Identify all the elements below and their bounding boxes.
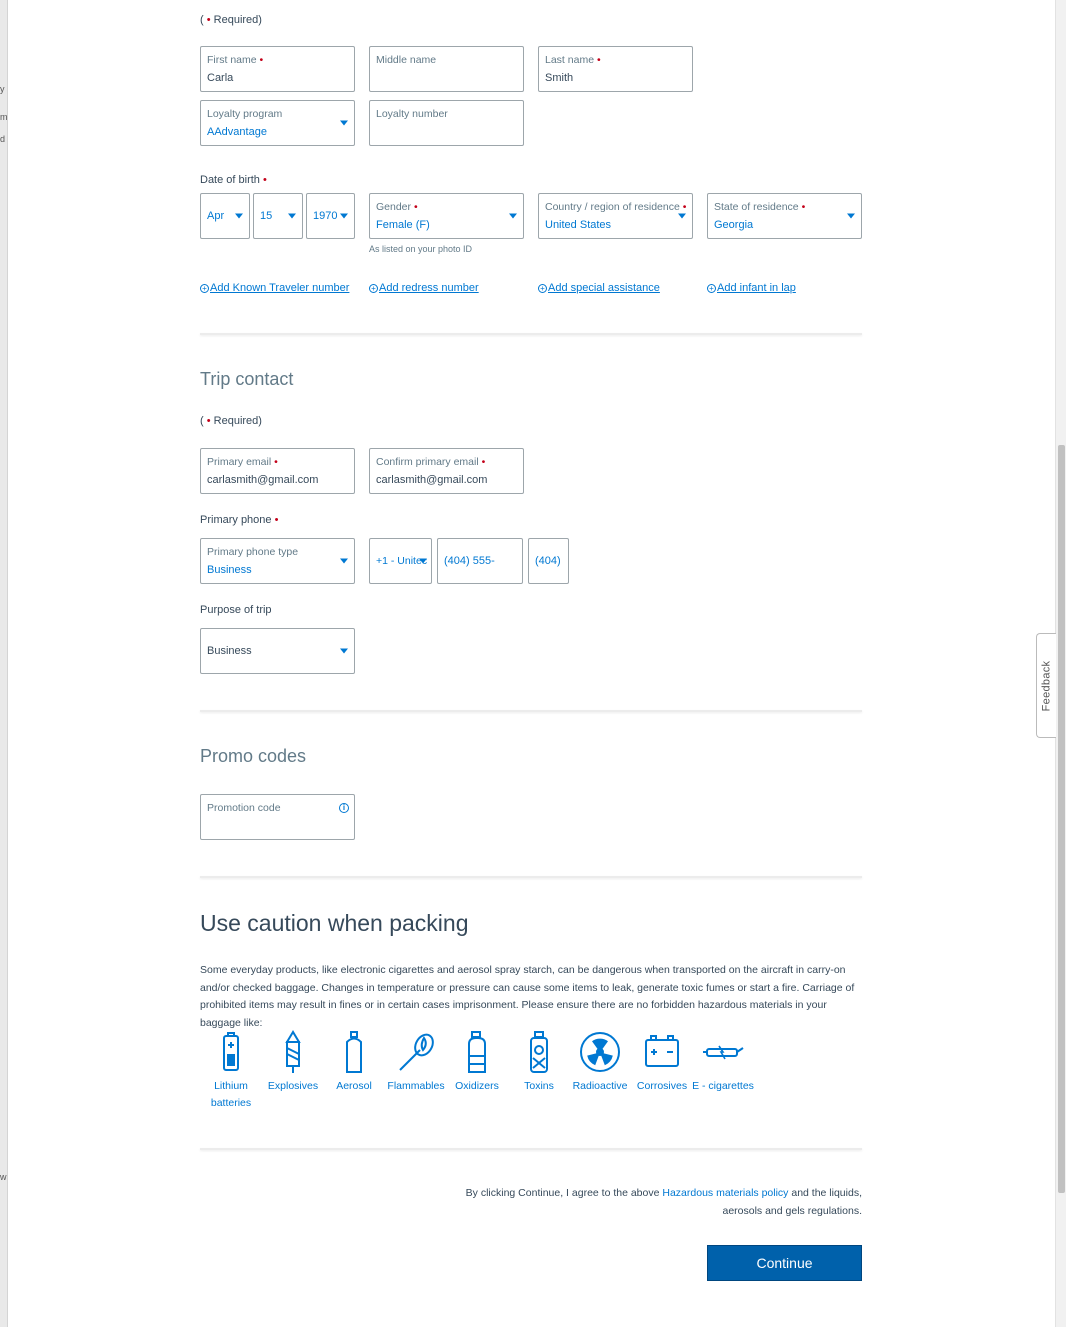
add-infant-link[interactable]: + Add infant in lap [707,282,796,294]
hazard-aerosol: Aerosol [323,1030,385,1095]
phone-number-value: (404) 555- [444,555,495,567]
trip-contact-title: Trip contact [200,369,294,389]
hazard-lithium-batteries: Lithium batteries [200,1030,262,1112]
radioactive-icon [578,1030,622,1074]
car-battery-icon [640,1030,684,1074]
dob-month-select[interactable] [200,193,250,239]
last-name-value: Smith [545,72,574,84]
battery-icon [209,1030,253,1074]
phone-type-select[interactable] [200,538,355,584]
middle-name-label: Middle name [376,54,437,66]
chevron-down-icon [678,214,686,219]
confirm-email-value: carlasmith@gmail.com [376,474,488,486]
gender-label: Gender [376,201,412,213]
primary-phone-label: Primary phone • [200,514,279,526]
country-select[interactable]: Country / region of residence • United States [538,193,693,239]
add-redress-link[interactable]: + Add redress number [369,282,479,294]
hazard-e-cigarettes: E - cigarettes [692,1030,754,1095]
chevron-down-icon [235,214,243,219]
area-code-field[interactable] [528,538,569,584]
first-name-label: First name [207,54,257,66]
dob-year-select[interactable] [306,193,355,239]
required-note: ( • Required) [200,14,262,26]
loyalty-program-label: Loyalty program [207,108,283,120]
bottle-icon [455,1030,499,1074]
dob-day-select[interactable] [253,193,303,239]
section-divider [200,1148,862,1150]
vertical-scrollbar[interactable] [1055,0,1066,1327]
phone-type-label: Primary phone type [207,546,299,558]
primary-email-field[interactable]: Primary email • carlasmith@gmail.com [200,448,355,494]
chevron-down-icon [847,214,855,219]
primary-email-value: carlasmith@gmail.com [207,474,319,486]
chevron-down-icon [340,214,348,219]
hazard-corrosives: Corrosives [631,1030,693,1095]
state-select[interactable]: State of residence • Georgia [707,193,862,239]
purpose-select[interactable] [200,628,355,674]
state-value: Georgia [714,219,754,231]
country-label: Country / region of residence [545,201,680,213]
loyalty-number-field[interactable] [369,100,524,146]
add-special-assistance-link[interactable]: + Add special assistance [538,282,660,294]
dob-label: Date of birth • [200,174,267,186]
gender-hint: As listed on your photo ID [369,244,473,254]
agreement-text: By clicking Continue, I agree to the above Hazardous materials policy and the liquids, aerosols and gels regulations. [465,1187,862,1217]
chevron-down-icon [288,214,296,219]
loyalty-program-select[interactable] [200,100,355,146]
plus-circle-icon: + [369,284,378,293]
purpose-value: Business [207,645,252,657]
dob-year-value: 1970 [313,210,338,222]
country-code-select[interactable] [369,538,432,584]
state-label: State of residence [714,201,799,213]
packing-title: Use caution when packing [200,910,469,936]
feedback-tab[interactable] [1036,633,1056,738]
match-icon [394,1030,438,1074]
hazard-explosives: Explosives [262,1030,324,1095]
add-known-traveler-link[interactable]: + Add Known Traveler number [200,282,349,294]
promotion-code-field[interactable] [200,794,355,840]
hazard-toxins: Toxins [508,1030,570,1095]
skull-bottle-icon [517,1030,561,1074]
promo-codes-title: Promo codes [200,746,307,766]
confirm-email-field[interactable]: Confirm primary email • carlasmith@gmail.com [369,448,524,494]
phone-type-value: Business [207,564,252,576]
info-icon[interactable]: i [339,803,349,813]
section-divider [200,876,862,878]
chevron-down-icon [509,214,517,219]
hazardous-materials-policy-link[interactable]: Hazardous materials policy [662,1187,789,1199]
first-name-field[interactable]: First name • Carla [200,46,355,92]
plus-circle-icon: + [538,284,547,293]
dob-month-value: Apr [207,210,225,222]
primary-email-label: Primary email [207,456,272,468]
section-divider [200,710,862,712]
scrollbar-thumb[interactable] [1058,445,1065,1193]
chevron-down-icon [340,649,348,654]
gender-select[interactable]: Gender • Female (F) [369,193,524,239]
chevron-down-icon [340,121,348,126]
country-value: United States [545,219,612,231]
hazard-flammables: Flammables [385,1030,447,1095]
dob-day-value: 15 [260,210,273,222]
last-name-label: Last name [545,54,595,66]
loyalty-program-value: AAdvantage [207,126,267,138]
chevron-down-icon [340,559,348,564]
chevron-down-icon [419,559,427,564]
first-name-value: Carla [207,72,234,84]
area-code-value: (404) [535,555,561,567]
confirm-email-label: Confirm primary email [376,456,479,468]
firework-icon [271,1030,315,1074]
feedback-label: Feedback [1040,660,1053,711]
plus-circle-icon: + [707,284,716,293]
hazard-radioactive: Radioactive [569,1030,631,1095]
required-note: ( • Required) [200,415,262,427]
hazard-oxidizers: Oxidizers [446,1030,508,1095]
plus-circle-icon: + [200,284,209,293]
purpose-label: Purpose of trip [200,604,272,616]
middle-name-field[interactable] [369,46,524,92]
loyalty-number-label: Loyalty number [376,108,448,120]
promotion-code-label: Promotion code [207,802,281,814]
section-divider [200,333,862,335]
e-cigarette-icon [701,1030,745,1074]
phone-number-field[interactable] [437,538,523,584]
packing-paragraph: Some everyday products, like electronic cigarettes and aerosol spray starch, can be dangerous when transported on the aircraft in carry-on and/or checked baggage. Changes in temperature or pressure can cause some items to leak, generate toxic fumes or start a fire. Carriage of prohibited items may result in fines or in certain cases imprisonment. Please ensure there are no forbidden hazardous materials in your baggage like: [200,964,855,1029]
last-name-field[interactable]: Last name • Smith [538,46,693,92]
left-window-edge: y m d w [0,0,8,1327]
country-code-value: +1 - Unitec [376,555,428,567]
aerosol-can-icon [332,1030,376,1074]
continue-button[interactable]: Continue [707,1245,862,1281]
gender-value: Female (F) [376,219,430,231]
